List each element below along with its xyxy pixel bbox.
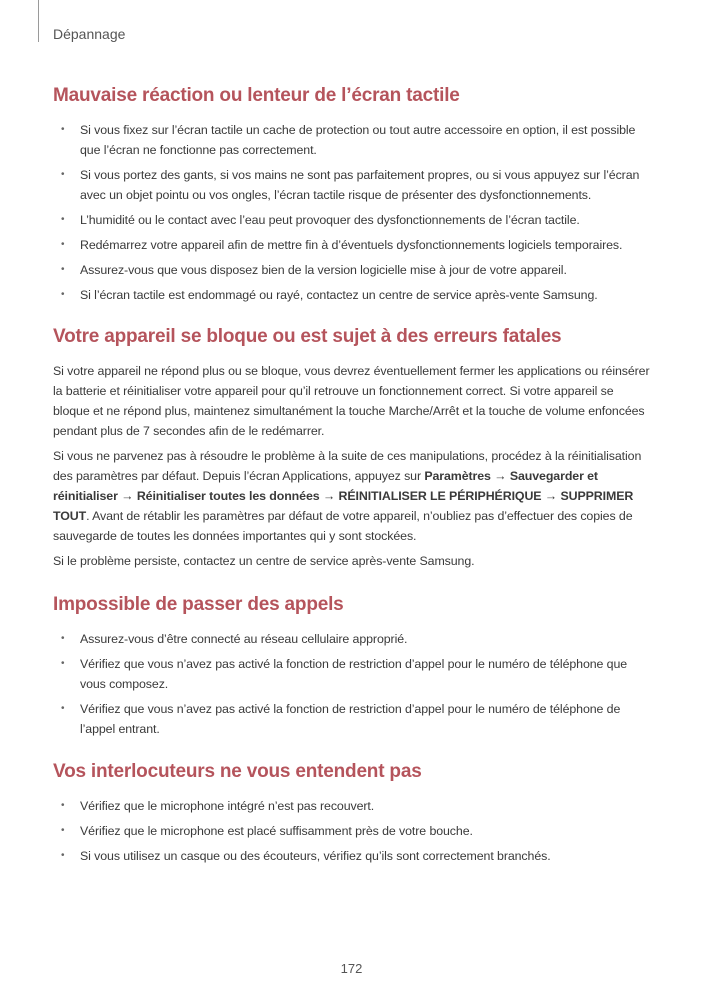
bullet-icon: • bbox=[61, 800, 65, 811]
menu-path-delete-all: SUPPRIMER TOUT bbox=[53, 489, 634, 523]
menu-path-factory-reset: Réinitialiser toutes les données bbox=[136, 489, 320, 503]
bullet-icon: • bbox=[61, 239, 65, 250]
arrow-icon: → bbox=[319, 489, 339, 503]
bullet-list bbox=[53, 629, 653, 739]
bullet-icon: • bbox=[61, 169, 65, 180]
bullet-list bbox=[53, 796, 653, 866]
page-number: 172 bbox=[340, 961, 363, 976]
list-item: • Si l’écran tactile est endommagé ou rayé, contactez un centre de service après-vente Samsung. bbox=[53, 285, 653, 305]
section-touchscreen bbox=[53, 84, 653, 305]
paragraph-reset-instructions: Si vous ne parvenez pas à résoudre le problème à la suite de ces manipulations, procédez à la réinitialisation des paramètres par défaut. Depuis l’écran Applications, appuyez sur Paramètres → Sauvegarder et réinitialiser → Réinitialiser toutes les données → RÉINITIALISER LE PÉRIPHÉRIQUE → SUPPRIMER TOUT. Avant de rétablir les paramètres par défaut de votre appareil, n’oubliez pas d’effectuer des copies de sauvegarde de toutes les données importantes qui y sont stockées. bbox=[53, 449, 642, 543]
header-rule bbox=[38, 0, 39, 42]
bullet-icon: • bbox=[61, 289, 65, 300]
list-item: • L’humidité ou le contact avec l’eau peut provoquer des dysfonctionnements de l’écran tactile. bbox=[53, 210, 653, 230]
bullet-icon: • bbox=[61, 214, 65, 225]
paragraph: Si votre appareil ne répond plus ou se bloque, vous devrez éventuellement fermer les applications ou réinsérer la batterie et réinitialiser votre appareil pour qu’il retrouve un fonctionnement correct. Si votre appareil se bloque et ne répond plus, maintenez simultanément la touche Marche/Arrêt et la touche de volume enfoncées pendant plus de 7 secondes afin de le redémarrer. bbox=[53, 364, 650, 438]
bullet-icon: • bbox=[61, 264, 65, 275]
list-item: • Vérifiez que vous n’avez pas activé la fonction de restriction d’appel pour le numéro de téléphone que vous composez. bbox=[53, 654, 653, 694]
list-item: • Vérifiez que le microphone est placé suffisamment près de votre bouche. bbox=[53, 821, 653, 841]
page-content bbox=[53, 84, 653, 871]
section-device-freeze bbox=[53, 325, 653, 571]
list-item: • Assurez-vous que vous disposez bien de la version logicielle mise à jour de votre appareil. bbox=[53, 260, 653, 280]
section-title: Impossible de passer des appels bbox=[53, 594, 344, 615]
section-not-heard bbox=[53, 760, 653, 866]
list-item: • Vérifiez que le microphone intégré n’est pas recouvert. bbox=[53, 796, 653, 816]
section-title: Mauvaise réaction ou lenteur de l’écran tactile bbox=[53, 85, 460, 106]
list-item: • Si vous portez des gants, si vos mains ne sont pas parfaitement propres, ou si vous appuyez sur l’écran avec un objet pointu ou vos ongles, l’écran tactile risque de présenter des dysfonctionnements. bbox=[53, 165, 653, 205]
menu-path-backup-reset: Sauvegarder et réinitialiser bbox=[53, 469, 598, 503]
arrow-icon: → bbox=[490, 469, 510, 483]
menu-path-reset-device: RÉINITIALISER LE PÉRIPHÉRIQUE bbox=[338, 489, 542, 503]
list-item: • Vérifiez que vous n’avez pas activé la fonction de restriction d’appel pour le numéro de téléphone de l’appel entrant. bbox=[53, 699, 653, 739]
section-title: Votre appareil se bloque ou est sujet à des erreurs fatales bbox=[53, 326, 562, 347]
list-item: • Redémarrez votre appareil afin de mettre fin à d’éventuels dysfonctionnements logiciels temporaires. bbox=[53, 235, 653, 255]
menu-path-settings: Paramètres bbox=[424, 469, 491, 483]
header-section-title: Dépannage bbox=[53, 26, 126, 42]
section-title: Vos interlocuteurs ne vous entendent pas bbox=[53, 761, 422, 782]
section-cannot-call bbox=[53, 593, 653, 739]
arrow-icon: → bbox=[541, 489, 561, 503]
arrow-icon: → bbox=[117, 489, 137, 503]
bullet-icon: • bbox=[61, 633, 65, 644]
bullet-icon: • bbox=[61, 703, 65, 714]
list-item: • Si vous fixez sur l’écran tactile un cache de protection ou tout autre accessoire en option, il est possible que l’écran ne fonctionne pas correctement. bbox=[53, 120, 653, 160]
bullet-icon: • bbox=[61, 658, 65, 669]
bullet-list bbox=[53, 120, 653, 305]
bullet-icon: • bbox=[61, 825, 65, 836]
list-item: • Si vous utilisez un casque ou des écouteurs, vérifiez qu’ils sont correctement branchés. bbox=[53, 846, 653, 866]
bullet-icon: • bbox=[61, 124, 65, 135]
bullet-icon: • bbox=[61, 850, 65, 861]
list-item: • Assurez-vous d’être connecté au réseau cellulaire approprié. bbox=[53, 629, 653, 649]
paragraph: Si le problème persiste, contactez un centre de service après-vente Samsung. bbox=[53, 554, 475, 568]
